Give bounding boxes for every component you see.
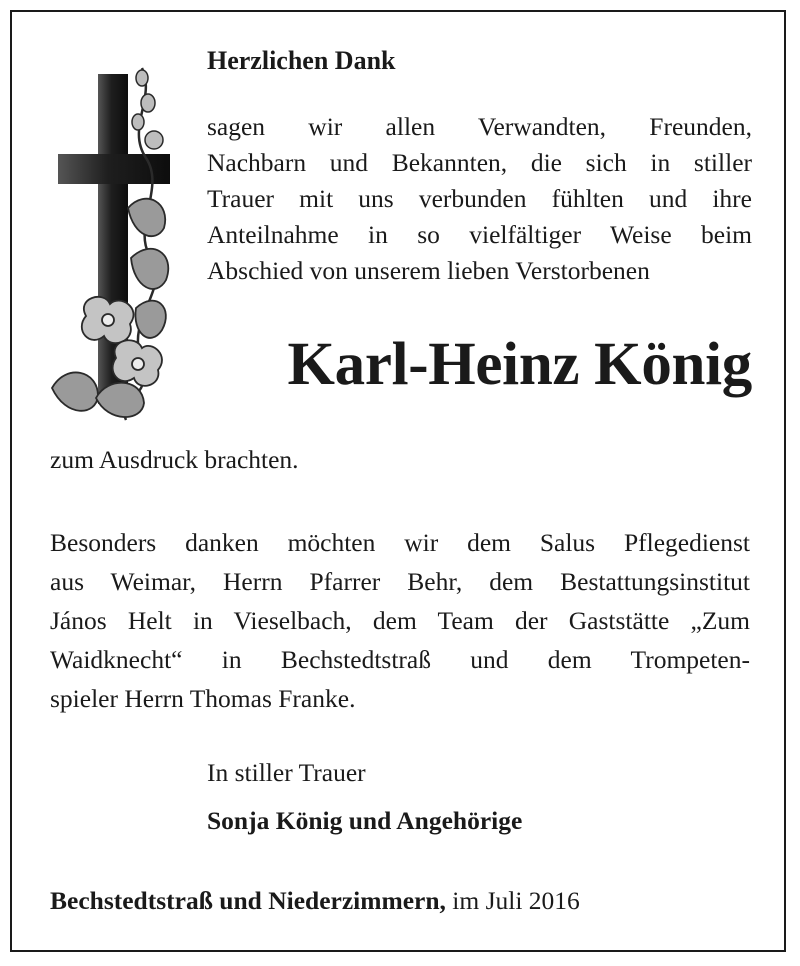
signature-names: Sonja König und Angehörige	[207, 806, 523, 835]
intro-line: sagen wir allen Verwandten, Freunden,	[207, 112, 752, 141]
footer-place: Bechstedtstraß und Niederzimmern,	[50, 886, 446, 915]
footer-date: im Juli 2016	[452, 886, 580, 915]
thanks-paragraph	[50, 523, 750, 718]
intro-line: Anteilnahme in so vielfältiger Weise beim	[207, 220, 752, 249]
thanks-line: Waidknecht“ in Bechstedtstraß und dem Trompeten-	[50, 645, 750, 674]
intro-line: Trauer mit uns verbunden fühlten und ihre	[207, 184, 752, 213]
thanks-line: János Helt in Vieselbach, dem Team der Gaststätte „Zum	[50, 606, 750, 635]
intro-line: Abschied von unserem lieben Verstorbenen	[207, 256, 650, 285]
thanks-line: Besonders danken möchten wir dem Salus Pflegedienst	[50, 528, 750, 557]
closing-line: zum Ausdruck brachten.	[50, 445, 299, 474]
thanks-line: aus Weimar, Herrn Pfarrer Behr, dem Bestattungsinstitut	[50, 567, 750, 596]
thanks-line: spieler Herrn Thomas Franke.	[50, 684, 356, 713]
intro-paragraph	[207, 109, 752, 289]
footer-line	[50, 886, 580, 916]
cross-with-flowers-icon	[46, 58, 176, 423]
heading: Herzlichen Dank	[207, 46, 396, 75]
deceased-name: Karl-Heinz König	[287, 331, 752, 398]
intro-line: Nachbarn und Bekannten, die sich in stiller	[207, 148, 752, 177]
signature-intro: In stiller Trauer	[207, 758, 366, 787]
